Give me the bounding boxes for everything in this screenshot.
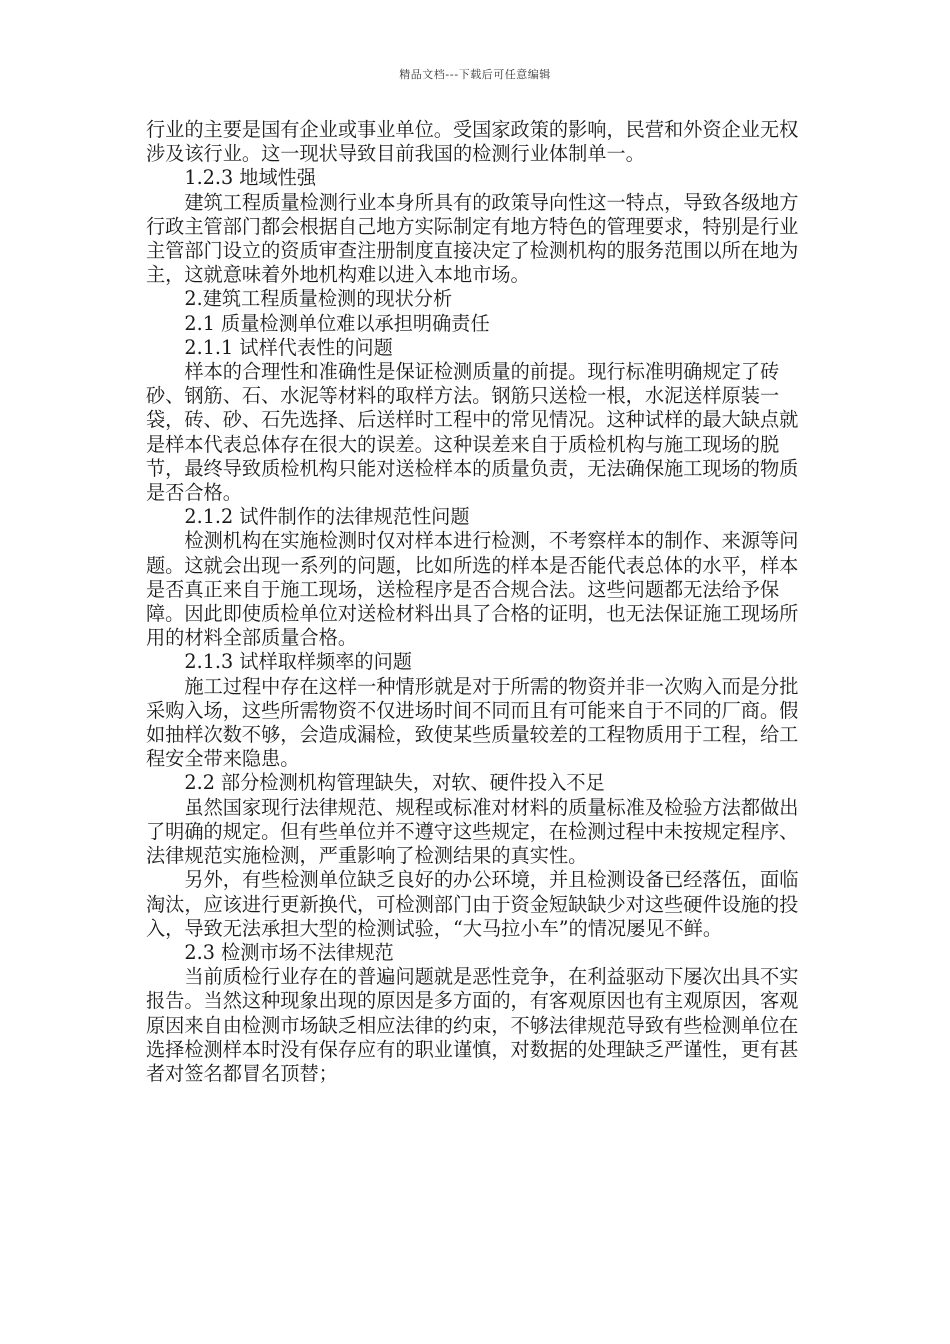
paragraph: 行业的主要是国有企业或事业单位。受国家政策的影响，民营和外资企业无权涉及该行业。这一现状导致目前我国的检测行业体制单一。 bbox=[146, 118, 799, 166]
section-heading: 2.2 部分检测机构管理缺失，对软、硬件投入不足 bbox=[184, 771, 605, 795]
paragraph: 施工过程中存在这样一种情形就是对于所需的物资并非一次购入而是分批采购入场，这些所需物资不仅进场时间不同而且有可能来自于不同的厂商。假如抽样次数不够，会造成漏检，致使某些质量较差的工程物质用于工程，给工程安全带来隐患。 bbox=[146, 674, 799, 771]
section-heading: 2.3 检测市场不法律规范 bbox=[184, 940, 394, 964]
paragraph: 另外，有些检测单位缺乏良好的办公环境，并且检测设备已经落伍，面临淘汰，应该进行更新换代，可检测部门由于资金短缺缺少对这些硬件设施的投入，导致无法承担大型的检测试验，“大马拉小车”的情况屡见不鲜。 bbox=[146, 868, 799, 940]
section-heading: 2.1.3 试样取样频率的问题 bbox=[184, 650, 412, 674]
paragraph: 虽然国家现行法律规范、规程或标准对材料的质量标准及检验方法都做出了明确的规定。但有些单位并不遵守这些规定，在检测过程中未按规定程序、法律规范实施检测，严重影响了检测结果的真实性。 bbox=[146, 795, 799, 868]
document-body bbox=[146, 118, 816, 1086]
paragraph: 建筑工程质量检测行业本身所具有的政策导向性这一特点，导致各级地方行政主管部门都会根据自己地方实际制定有地方特色的管理要求，特别是行业主管部门设立的资质审查注册制度直接决定了检测机构的服务范围以所在地为主，这就意味着外地机构难以进入本地市场。 bbox=[146, 190, 799, 287]
section-heading: 2.1 质量检测单位难以承担明确责任 bbox=[184, 311, 490, 335]
section-heading: 2.1.2 试件制作的法律规范性问题 bbox=[184, 505, 470, 529]
paragraph: 样本的合理性和准确性是保证检测质量的前提。现行标准明确规定了砖砂、钢筋、石、水泥等材料的取样方法。钢筋只送检一根，水泥送样原装一袋，砖、砂、石先选择、后送样时工程中的常见情况。这种试样的最大缺点就是样本代表总体存在很大的误差。这种误差来自于质检机构与施工现场的脱节，最终导致质检机构只能对送检样本的质量负责，无法确保施工现场的物质是否合格。 bbox=[146, 360, 799, 505]
page-header: 精品文档---下载后可任意编辑 bbox=[399, 68, 551, 81]
paragraph: 当前质检行业存在的普遍问题就是恶性竞争，在利益驱动下屡次出具不实报告。当然这种现象出现的原因是多方面的，有客观原因也有主观原因，客观原因来自由检测市场缺乏相应法律的约束，不够法律规范导致有些检测单位在选择检测样本时没有保存应有的职业谨慎，对数据的处理缺乏严谨性，更有甚者对签名都冒名顶替； bbox=[146, 965, 799, 1085]
section-heading: 2.1.1 试样代表性的问题 bbox=[184, 335, 393, 359]
section-heading: 2.建筑工程质量检测的现状分析 bbox=[184, 287, 453, 311]
paragraph: 检测机构在实施检测时仅对样本进行检测，不考察样本的制作、来源等问题。这就会出现一系列的问题，比如所选的样本是否能代表总体的水平，样本是否真正来自于施工现场，送检程序是否合规合法。这些问题都无法给予保障。因此即使质检单位对送检材料出具了合格的证明，也无法保证施工现场所用的材料全部质量合格。 bbox=[146, 529, 799, 650]
section-heading: 1.2.3 地域性强 bbox=[184, 166, 317, 190]
